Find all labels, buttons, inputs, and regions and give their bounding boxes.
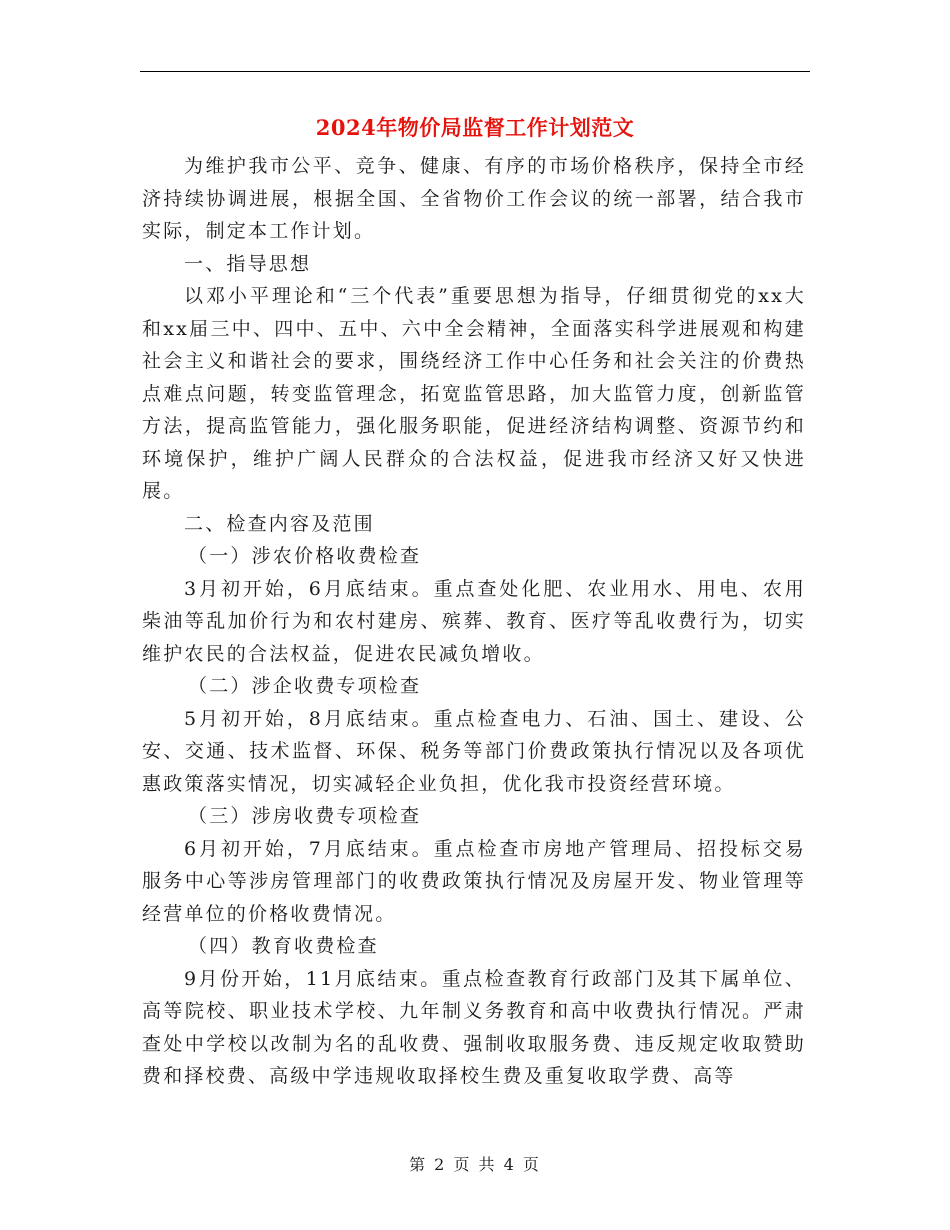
current-page-number: 2 <box>434 1155 447 1174</box>
subheading-education: （四）教育收费检查 <box>188 935 379 957</box>
paragraph-guiding-thought: 以邓小平理论和“三个代表”重要思想为指导，仔细贯彻党的xx大和xx届三中、四中、五中、六中全会精神，全面落实科学进展观和构建社会主义和谐社会的要求，围绕经济工作中心任务和社会关注的价费热点难点问题，转变监管理念，拓宽监管思路，加大监管力度，创新监管方法，提高监管能力，强化服务职能，促进经济结构调整、资源节约和环境保护，维护广阔人民群众的合法权益，促进我市经济又好又快进展。 <box>142 285 806 502</box>
paragraph-education: 9月份开始，11月底结束。重点检查教育行政部门及其下属单位、高等院校、职业技术学校、九年制义务教育和高中收费执行情况。严肃查处中学校以改制为名的乱收费、强制收取服务费、违反规定收取赞助费和择校费、高级中学违规收取择校生费及重复收取学费、高等 <box>142 967 806 1087</box>
header-rule <box>140 71 810 72</box>
paragraph-enterprise: 5月初开始，8月底结束。重点检查电力、石油、国土、建设、公安、交通、技术监督、环保、税务等部门价费政策执行情况以及各项优惠政策落实情况，切实减轻企业负担，优化我市投资经营环境。 <box>142 707 806 795</box>
document-title: 2024年物价局监督工作计划范文 <box>315 115 635 140</box>
footer-suffix: 页 <box>522 1155 541 1174</box>
footer-middle: 页 共 <box>453 1155 497 1174</box>
heading-inspection-scope: 二、检查内容及范围 <box>184 512 375 535</box>
paragraph-agriculture: 3月初开始，6月底结束。重点查处化肥、农业用水、用电、农用柴油等乱加价行为和农村建房、殡葬、教育、医疗等乱收费行为，切实维护农民的合法权益，促进农民减负增收。 <box>142 577 806 665</box>
subheading-enterprise: （二）涉企收费专项检查 <box>188 675 422 697</box>
subheading-agriculture: （一）涉农价格收费检查 <box>188 545 422 567</box>
subheading-housing: （三）涉房收费专项检查 <box>188 805 422 827</box>
page-footer <box>0 1152 950 1175</box>
document-body <box>142 150 806 1093</box>
heading-guiding-thought: 一、指导思想 <box>184 252 312 275</box>
paragraph-housing: 6月初开始，7月底结束。重点检查市房地产管理局、招投标交易服务中心等涉房管理部门的收费政策执行情况及房屋开发、物业管理等经营单位的价格收费情况。 <box>142 837 806 925</box>
footer-prefix: 第 <box>409 1155 428 1174</box>
total-page-count: 4 <box>503 1155 516 1174</box>
paragraph-intro: 为维护我市公平、竞争、健康、有序的市场价格秩序，保持全市经济持续协调进展，根据全国、全省物价工作会议的统一部署，结合我市实际，制定本工作计划。 <box>142 155 806 242</box>
